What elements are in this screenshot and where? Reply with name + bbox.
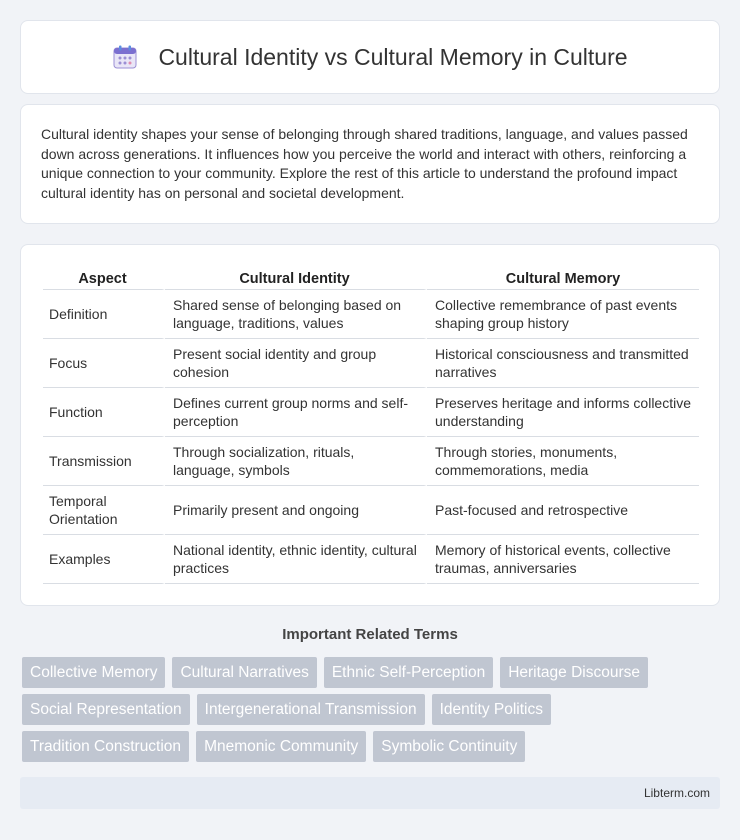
row-identity: Present social identity and group cohesion [165,339,427,388]
related-term-tag[interactable]: Social Representation [22,694,190,725]
tag-row [22,694,722,725]
footer [20,777,720,809]
header-aspect: Aspect [43,265,165,290]
table-row [43,290,699,339]
related-term-tag[interactable]: Tradition Construction [22,731,189,762]
row-identity: National identity, ethnic identity, cultural practices [165,535,427,584]
row-identity: Through socialization, rituals, language, symbols [165,437,427,486]
row-memory: Through stories, monuments, commemorations, media [427,437,699,486]
related-term-tag[interactable]: Intergenerational Transmission [197,694,425,725]
related-terms-list [22,657,722,768]
footer-site-link[interactable]: Libterm.com [643,786,710,800]
intro-card [20,104,720,224]
intro-paragraph: Cultural identity shapes your sense of belonging through shared traditions, language, and values passed down across generations. It influences how you perceive the world and interact with others, reinforcing a unique connection to your community. Explore the rest of this article to understand the profound impact cultural identity has on personal and societal development. [41,126,688,201]
row-aspect: Definition [43,290,165,339]
table-row [43,535,699,584]
row-memory: Past-focused and retrospective [427,486,699,535]
row-memory: Collective remembrance of past events shaping group history [427,290,699,339]
row-identity: Defines current group norms and self-perception [165,388,427,437]
related-term-tag[interactable]: Cultural Narratives [172,657,316,688]
related-term-tag[interactable]: Symbolic Continuity [373,731,525,762]
title-card [20,20,720,94]
related-term-tag[interactable]: Collective Memory [22,657,165,688]
header-cultural-identity: Cultural Identity [165,265,427,290]
table-row [43,437,699,486]
row-aspect: Examples [43,535,165,584]
row-identity: Primarily present and ongoing [165,486,427,535]
related-term-tag[interactable]: Identity Politics [432,694,551,725]
row-memory: Historical consciousness and transmitted narratives [427,339,699,388]
row-aspect: Transmission [43,437,165,486]
tag-row [22,731,722,762]
tag-row [22,657,722,688]
comparison-table [43,265,699,584]
row-memory: Preserves heritage and informs collective understanding [427,388,699,437]
page-title: Cultural Identity vs Cultural Memory in Culture [158,43,628,70]
related-terms-title: Important Related Terms [282,626,458,643]
table-header-row [43,265,699,290]
row-aspect: Temporal Orientation [43,486,165,535]
row-aspect: Function [43,388,165,437]
row-memory: Memory of historical events, collective traumas, anniversaries [427,535,699,584]
table-row [43,486,699,535]
related-term-tag[interactable]: Heritage Discourse [500,657,648,688]
header-cultural-memory: Cultural Memory [427,265,699,290]
table-row [43,388,699,437]
calendar-icon [112,44,138,70]
row-identity: Shared sense of belonging based on language, traditions, values [165,290,427,339]
table-row [43,339,699,388]
related-term-tag[interactable]: Ethnic Self-Perception [324,657,493,688]
related-term-tag[interactable]: Mnemonic Community [196,731,366,762]
row-aspect: Focus [43,339,165,388]
comparison-card [20,244,720,606]
